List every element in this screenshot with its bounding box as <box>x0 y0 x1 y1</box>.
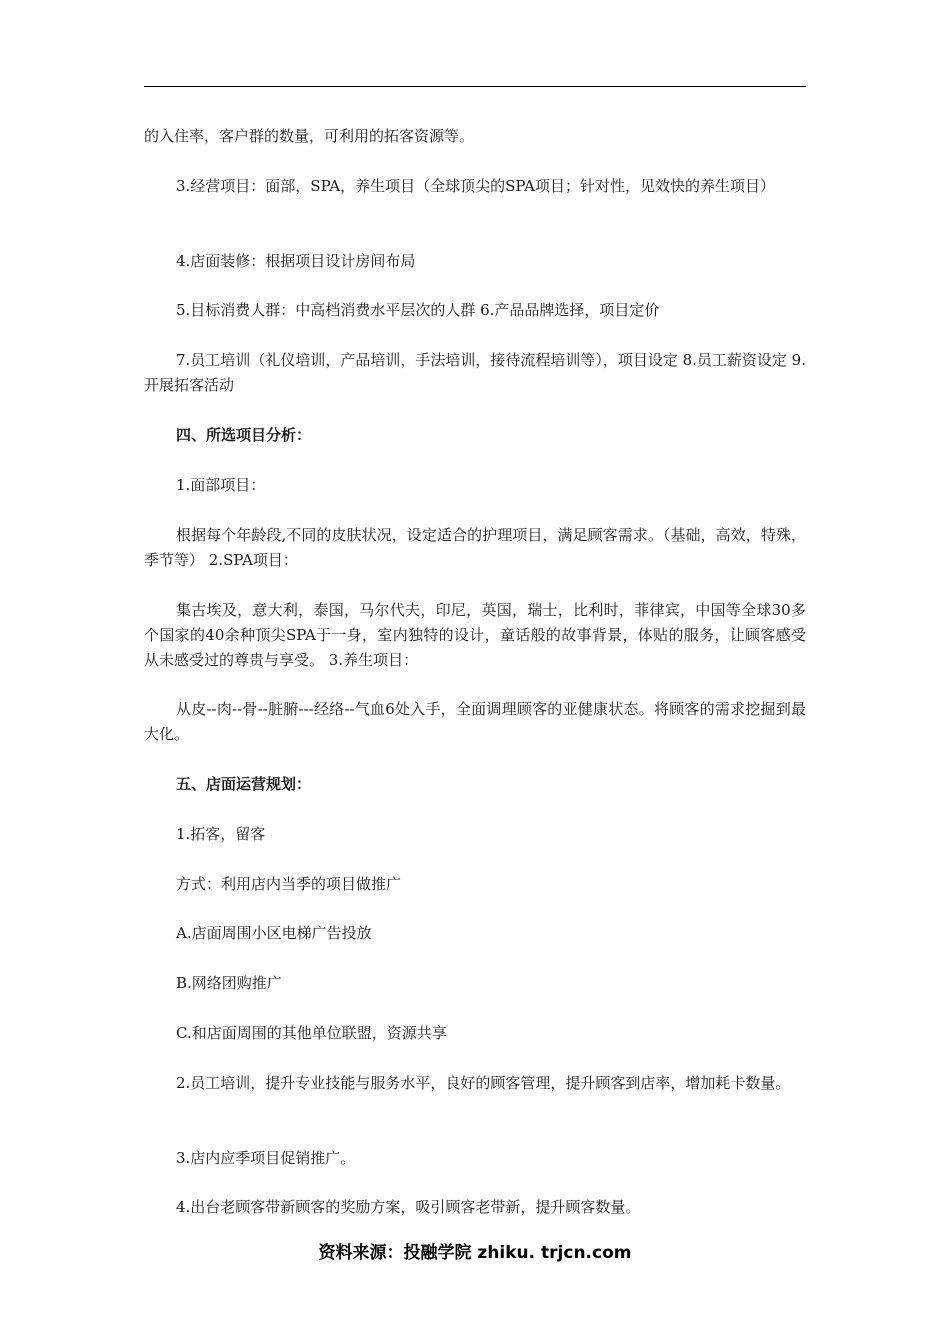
paragraph-target-customers: 5.目标消费人群：中高档消费水平层次的人群 6.产品品牌选择，项目定价 <box>176 301 660 319</box>
list-item-a: A.店面周围小区电梯广告投放 <box>176 924 372 942</box>
paragraph-method: 方式：利用店内当季的项目做推广 <box>176 875 402 893</box>
paragraph-seasonal-promotion: 3.店内应季项目促销推广。 <box>176 1149 356 1167</box>
paragraph-staff-skills: 2.员工培训，提升专业技能与服务水平，良好的顾客管理，提升顾客到店率，增加耗卡数量。 <box>176 1074 791 1092</box>
paragraph-customer-acquisition: 1.拓客，留客 <box>176 825 266 843</box>
paragraph-facial-project: 1.面部项目： <box>176 476 266 494</box>
paragraph-business-items: 3.经营项目：面部，SPA，养生项目（全球顶尖的SPA项目；针对性，见效快的养生项目） <box>176 177 775 195</box>
list-item-b: B.网络团购推广 <box>176 974 282 992</box>
section-heading-operations: 五、店面运营规划： <box>176 775 312 793</box>
paragraph-staff-training: 7.员工培训（礼仪培训，产品培训，手法培训，接待流程培训等），项目设定 8.员工薪资设定 9.开展拓客活动 <box>144 351 806 394</box>
list-item-c: C.和店面周围的其他单位联盟，资源共享 <box>176 1024 447 1042</box>
paragraph-referral-program: 4.出台老顾客带新顾客的奖励方案，吸引顾客老带新，提升顾客数量。 <box>176 1198 641 1216</box>
header-rule <box>144 86 806 87</box>
paragraph-decoration: 4.店面装修：根据项目设计房间布局 <box>176 252 416 270</box>
paragraph-spa-detail: 集古埃及，意大利，泰国，马尔代夫，印尼，英国，瑞士，比利时，菲律宾，中国等全球30多个国家的40余种顶尖SPA于一身，室内独特的设计，童话般的故事背景，体贴的服务，让顾客感受从未感受过的尊贵与享受。 3.养生项目： <box>144 601 806 669</box>
paragraph-continuation: 的入住率，客户群的数量，可利用的拓客资源等。 <box>144 127 475 145</box>
footer-source: 资料来源：投融学院 zhiku. trjcn.com <box>318 1243 632 1263</box>
paragraph-wellness-detail: 从皮--肉--骨--脏腑---经络--气血6处入手，全面调理顾客的亚健康状态。将顾客的需求挖掘到最大化。 <box>144 700 806 743</box>
paragraph-facial-detail: 根据每个年龄段,不同的皮肤状况，设定适合的护理项目，满足顾客需求。（基础，高效，特殊，季节等） 2.SPA项目： <box>144 526 806 569</box>
section-heading-project-analysis: 四、所选项目分析： <box>176 426 312 444</box>
